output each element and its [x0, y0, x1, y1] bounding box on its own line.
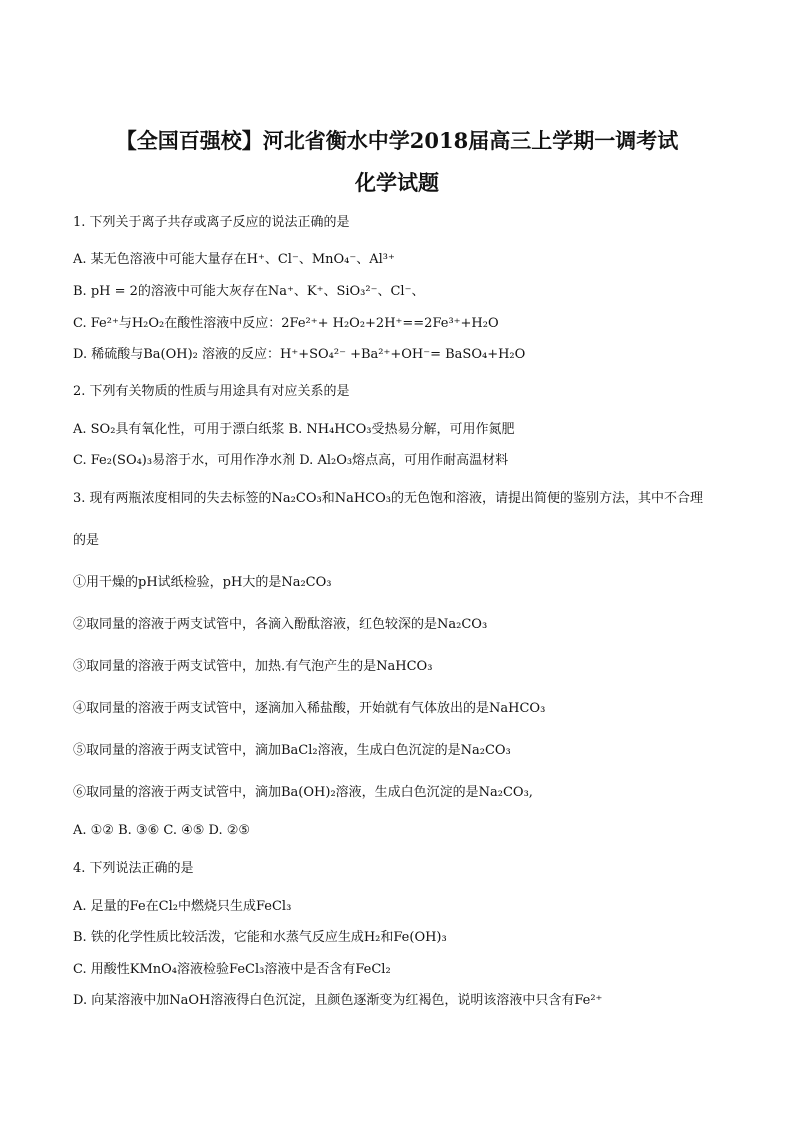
question-1-option-b: B. pH = 2的溶液中可能大灰存在Na⁺、K⁺、SiO₃²⁻、Cl⁻、 [73, 284, 425, 299]
question-1-option-c: C. Fe²⁺与H₂O₂在酸性溶液中反应：2Fe²⁺+ H₂O₂+2H⁺==2Fe³⁺+H₂O [73, 316, 499, 331]
question-4-option-c: C. 用酸性KMnO₄溶液检验FeCl₃溶液中是否含有FeCl₂ [73, 962, 391, 977]
question-2-options-cd: C. Fe₂(SO₄)₃易溶于水，可用作净水剂 D. Al₂O₃熔点高，可用作耐高温材料 [73, 453, 509, 468]
question-1-option-a: A. 某无色溶液中可能大量存在H⁺、Cl⁻、MnO₄⁻、Al³⁺ [73, 252, 395, 267]
question-3-item-2: ②取同量的溶液于两支试管中，各滴入酚酞溶液，红色较深的是Na₂CO₃ [73, 617, 488, 632]
question-3-item-4: ④取同量的溶液于两支试管中，逐滴加入稀盐酸，开始就有气体放出的是NaHCO₃ [73, 701, 546, 716]
question-3-item-3: ③取同量的溶液于两支试管中，加热.有气泡产生的是NaHCO₃ [73, 659, 433, 674]
question-1-option-d: D. 稀硫酸与Ba(OH)₂ 溶液的反应：H⁺+SO₄²⁻ +Ba²⁺+OH⁻= BaSO₄+H₂O [73, 347, 526, 362]
question-4-option-b: B. 铁的化学性质比较活泼，它能和水蒸气反应生成H₂和Fe(OH)₃ [73, 930, 447, 945]
question-2-options-ab: A. SO₂具有氧化性，可用于漂白纸浆 B. NH₄HCO₃受热易分解，可用作氮肥 [73, 422, 515, 437]
question-3-stem: 3. 现有两瓶浓度相同的失去标签的Na₂CO₃和NaHCO₃的无色饱和溶液，请提出简便的鉴别方法，其中不合理 [73, 491, 703, 506]
question-4-option-d: D. 向某溶液中加NaOH溶液得白色沉淀，且颜色逐渐变为红褐色，说明该溶液中只含有Fe²⁺ [73, 993, 603, 1008]
question-3-answer-choices: A. ①② B. ③⑥ C. ④⑤ D. ②⑤ [73, 823, 251, 838]
page-title: 【全国百强校】河北省衡水中学2018届高三上学期一调考试 [115, 128, 679, 153]
question-3-item-6: ⑥取同量的溶液于两支试管中，滴加Ba(OH)₂溶液，生成白色沉淀的是Na₂CO₃, [73, 785, 533, 800]
question-2-stem: 2. 下列有关物质的性质与用途具有对应关系的是 [73, 384, 350, 399]
question-1-stem: 1. 下列关于离子共存或离子反应的说法正确的是 [73, 215, 350, 230]
question-3-item-1: ①用干燥的pH试纸检验，pH大的是Na₂CO₃ [73, 575, 332, 590]
question-3-stem-continued: 的是 [73, 533, 100, 548]
question-3-item-5: ⑤取同量的溶液于两支试管中，滴加BaCl₂溶液，生成白色沉淀的是Na₂CO₃ [73, 743, 511, 758]
question-4-option-a: A. 足量的Fe在Cl₂中燃烧只生成FeCl₃ [73, 899, 292, 914]
question-4-stem: 4. 下列说法正确的是 [73, 861, 194, 876]
page-subtitle: 化学试题 [355, 170, 439, 195]
